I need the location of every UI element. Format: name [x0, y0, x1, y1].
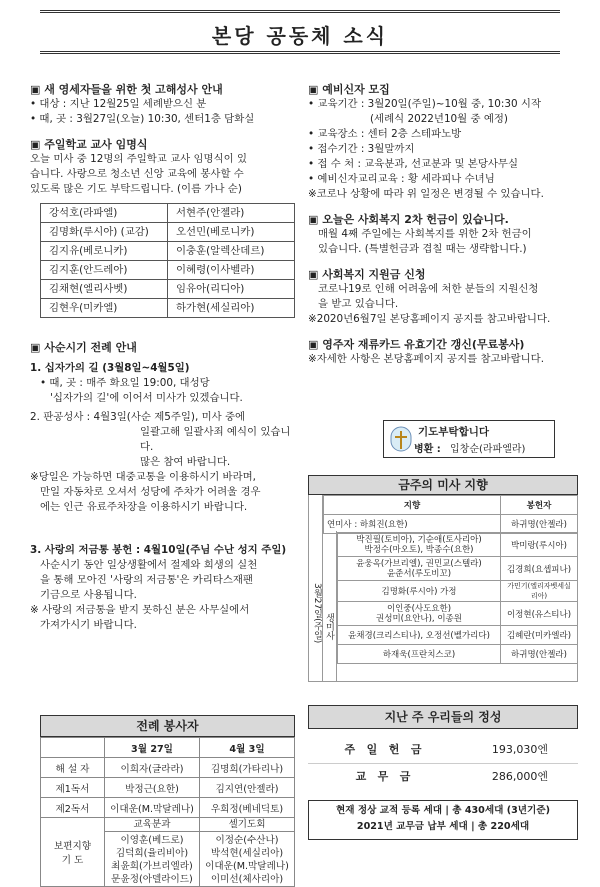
- offerer-cell: 하귀명(안젤라): [501, 515, 578, 534]
- intention-cell: 윤채경(크리스티나), 오정선(벨가리다): [338, 626, 501, 645]
- text-line: • 접수기간 : 3월말까지: [308, 143, 415, 155]
- section-heading: ▣ 영주자 재류카드 유효기간 갱신(무료봉사): [308, 338, 525, 351]
- text-line: 있습니다. (특별헌금과 겹칠 때는 생략합니다.): [318, 243, 527, 255]
- text-line: ※2020년6월7일 본당홈페이지 공지를 참고바랍니다.: [308, 313, 551, 325]
- text-line: ※자세한 사항은 본당홈페이지 공지를 참고바랍니다.: [308, 353, 545, 365]
- text-line: 2. 판공성사 : 4월3일(사순 제5주일), 미사 중에: [30, 411, 246, 423]
- server-name: 이영훈(베드로): [120, 835, 184, 846]
- servers-table: [40, 715, 295, 887]
- server-name: 박석현(세실리아): [210, 848, 284, 859]
- column-header: 지향: [324, 496, 501, 515]
- text-line: 코로나19로 인해 어려움에 처한 분들의 지원신청: [318, 283, 539, 295]
- teacher-cell: 강석호(라파엘): [41, 204, 168, 223]
- teacher-cell: 김현우(미카엘): [41, 299, 168, 318]
- teacher-cell: 임유아(리디아): [168, 280, 295, 299]
- prayer-title: 기도부탁합니다: [418, 426, 490, 438]
- offerer-cell: 이정현(유스티나): [501, 602, 578, 626]
- offerings-heading: 지난 주 우리들의 정성: [308, 705, 578, 729]
- section-heading: ▣ 사회복지 지원금 신청: [308, 268, 426, 281]
- mass-heading: 금주의 미사 지향: [308, 475, 578, 495]
- teacher-cell: 김지유(베로니카): [41, 242, 168, 261]
- intention-cell: 윤웅옥(가브리엘), 권민교(스텔라) 윤준서(루도비꼬): [338, 557, 501, 581]
- servers-heading: 전례 봉사자: [40, 715, 295, 737]
- text-line: • 교육기간 : 3월20일(주일)~10월 중, 10:30 시작: [308, 98, 542, 110]
- offerer-cell: 김혜란(미카엘라): [501, 626, 578, 645]
- server-cell: 우희정(베네딕토): [200, 798, 295, 818]
- text-line: 오늘 미사 중 12명의 주일학교 교사 임명식이 있: [30, 153, 248, 165]
- church-window-icon: [388, 425, 414, 453]
- right-column: [308, 82, 588, 367]
- teacher-cell: 김채현(엘리사벳): [41, 280, 168, 299]
- offering-label: 주 일 헌 금: [344, 743, 422, 756]
- prayer-label: 병환 :: [414, 444, 441, 455]
- mass-date: 3월27일(주일): [309, 495, 323, 681]
- intention-cell: 이인중(사도요한) 권성미(요안나), 이종원: [338, 602, 501, 626]
- server-cell: 이대운(M.막달레나): [105, 798, 200, 818]
- text-line: 에는 인근 유료주차장을 이용하시기 바랍니다.: [40, 501, 248, 513]
- intention-cell: 하재욱(프란치스코): [338, 645, 501, 664]
- teacher-cell: 김명화(루시아) (교감): [41, 223, 168, 242]
- server-cell: 박정근(요한): [105, 778, 200, 798]
- text-line: 습니다. 사랑으로 청소년 신앙 교육에 봉사할 수: [30, 168, 244, 180]
- teacher-cell: 서현주(안젤라): [168, 204, 295, 223]
- offerer-cell: 가민기(엘리자벳세실리아): [501, 581, 578, 602]
- column-header: 봉헌자: [501, 496, 578, 515]
- section-heading: ▣ 사순시기 전례 안내: [30, 341, 137, 354]
- mass-kind: 생미사: [323, 531, 337, 681]
- text-line: 을 통해 모아진 '사랑의 저금통'은 카리타스재팬: [40, 574, 253, 586]
- left-column: [30, 82, 300, 633]
- intention-cell: 김명화(루시아) 가정: [338, 581, 501, 602]
- text-line: 1. 십자가의 길 (3월8일~4월5일): [30, 362, 190, 374]
- text-line: 사순시기 동안 일상생활에서 절제와 희생의 실천: [40, 559, 258, 571]
- offering-value: 193,030엔: [491, 743, 548, 756]
- text-line: 일괄고해 일괄사죄 예식이 있습니다.: [140, 426, 291, 453]
- teacher-cell: 이혜령(이사벨라): [168, 261, 295, 280]
- role-cell: 제2독서: [41, 798, 105, 818]
- text-line: 있도록 많은 기도 부탁드립니다. (이름 가나 순): [30, 183, 242, 195]
- text-line: • 접 수 처 : 교육분과, 선교분과 및 본당사무실: [308, 158, 518, 170]
- teacher-cell: 오선민(베로니카): [168, 223, 295, 242]
- teacher-cell: 이충훈(알렉산데르): [168, 242, 295, 261]
- offerings: [308, 705, 578, 790]
- offerer-cell: 박미랑(루시아): [501, 533, 578, 557]
- text-line: 많은 참여 바랍니다.: [140, 456, 231, 468]
- server-name: 이정순(수산나): [215, 835, 279, 846]
- page-title: 본당 공동체 소식: [211, 24, 389, 48]
- teacher-cell: 김지훈(안드레아): [41, 261, 168, 280]
- role-cell: 제1독서: [41, 778, 105, 798]
- server-cell: 이희자(글라라): [105, 758, 200, 778]
- section-heading: ▣ 주일학교 교사 임명식: [30, 138, 148, 151]
- sub-header: 교육분과: [105, 818, 199, 832]
- server-name: 최윤희(가브리엘라): [111, 861, 193, 872]
- prayer-box: [383, 420, 555, 458]
- server-name: 문윤정(아델라이드): [111, 874, 193, 885]
- sub-header: 셀기도회: [200, 818, 294, 832]
- prayer-name: 입창순(라파엘라): [450, 444, 526, 455]
- text-line: 3. 사랑의 저금통 봉헌 : 4월10일(주님 수난 성지 주일): [30, 544, 287, 556]
- role-cell: 해 설 자: [41, 758, 105, 778]
- text-line: 만일 자동차로 오셔서 성당에 주차가 어려울 경우: [40, 486, 261, 498]
- text-line: ※코로나 상황에 따라 위 일정은 변경될 수 있습니다.: [308, 188, 544, 200]
- section-heading: ▣ 예비신자 모집: [308, 83, 390, 96]
- section-heading: ▣ 오늘은 사회복지 2차 헌금이 있습니다.: [308, 213, 509, 226]
- offering-label: 교 무 금: [355, 770, 411, 783]
- intention-cell: 박진필(토비아), 기순애(토사리아) 박정수(마오토), 박종수(요한): [338, 533, 501, 557]
- offerer-cell: 김경희(요셉피나): [501, 557, 578, 581]
- households-line: 현재 정상 교적 등록 세대 | 총 430세대 (3년기준): [336, 805, 550, 816]
- server-cell: 김명희(가타리나): [200, 758, 295, 778]
- text-line: • 때, 곳 : 매주 화요일 19:00, 대성당: [40, 377, 210, 389]
- text-line: 가져가시기 바랍니다.: [40, 619, 137, 631]
- text-line: 매월 4째 주일에는 사회복지를 위한 2차 헌금이: [318, 228, 532, 240]
- teacher-table: [40, 203, 295, 318]
- server-cell: 김지연(안젤라): [200, 778, 295, 798]
- text-line: • 교육장소 : 센터 2층 스테파노방: [308, 128, 462, 140]
- role-cell: 보편지향 기 도: [41, 818, 105, 887]
- text-line: ※당일은 가능하면 대중교통을 이용하시기 바라며,: [30, 471, 256, 483]
- households-line: 2021년 교무금 납부 세대 | 총 220세대: [356, 821, 530, 832]
- date-header: 4월 3일: [200, 738, 295, 758]
- offerer-cell: 하귀명(안젤라): [501, 645, 578, 664]
- text-line: '십자가의 길'에 이어서 미사가 있겠습니다.: [50, 392, 243, 404]
- text-line: • 예비신자교리교육 : 황 세라피나 수녀님: [308, 173, 495, 185]
- server-name: 이대운(M.막달레나): [205, 861, 289, 872]
- text-line: 을 받고 있습니다.: [318, 298, 399, 310]
- households-box: [308, 800, 578, 840]
- section-heading: ▣ 새 영세자들을 위한 첫 고해성사 안내: [30, 83, 223, 96]
- server-name: 이미선(체사리아): [210, 874, 284, 885]
- title-box: [40, 10, 560, 54]
- text-line: • 때, 곳 : 3월27일(오늘) 10:30, 센터1층 담화실: [30, 113, 255, 125]
- server-name: 김덕희(율리비아): [115, 848, 189, 859]
- teacher-cell: 하가현(세실리아): [168, 299, 295, 318]
- text-line: ※ 사랑의 저금통을 받지 못하신 분은 사무실에서: [30, 604, 250, 616]
- mass-intentions: [308, 475, 578, 682]
- text-line: • 대상 : 지난 12월25일 세례받으신 분: [30, 98, 207, 110]
- date-header: 3월 27일: [105, 738, 200, 758]
- intention-cell: 연미사 : 하희진(요한): [324, 515, 501, 534]
- text-line: (세례식 2022년10월 중 예정): [370, 113, 508, 125]
- text-line: 기금으로 사용됩니다.: [40, 589, 137, 601]
- offering-value: 286,000엔: [491, 770, 548, 783]
